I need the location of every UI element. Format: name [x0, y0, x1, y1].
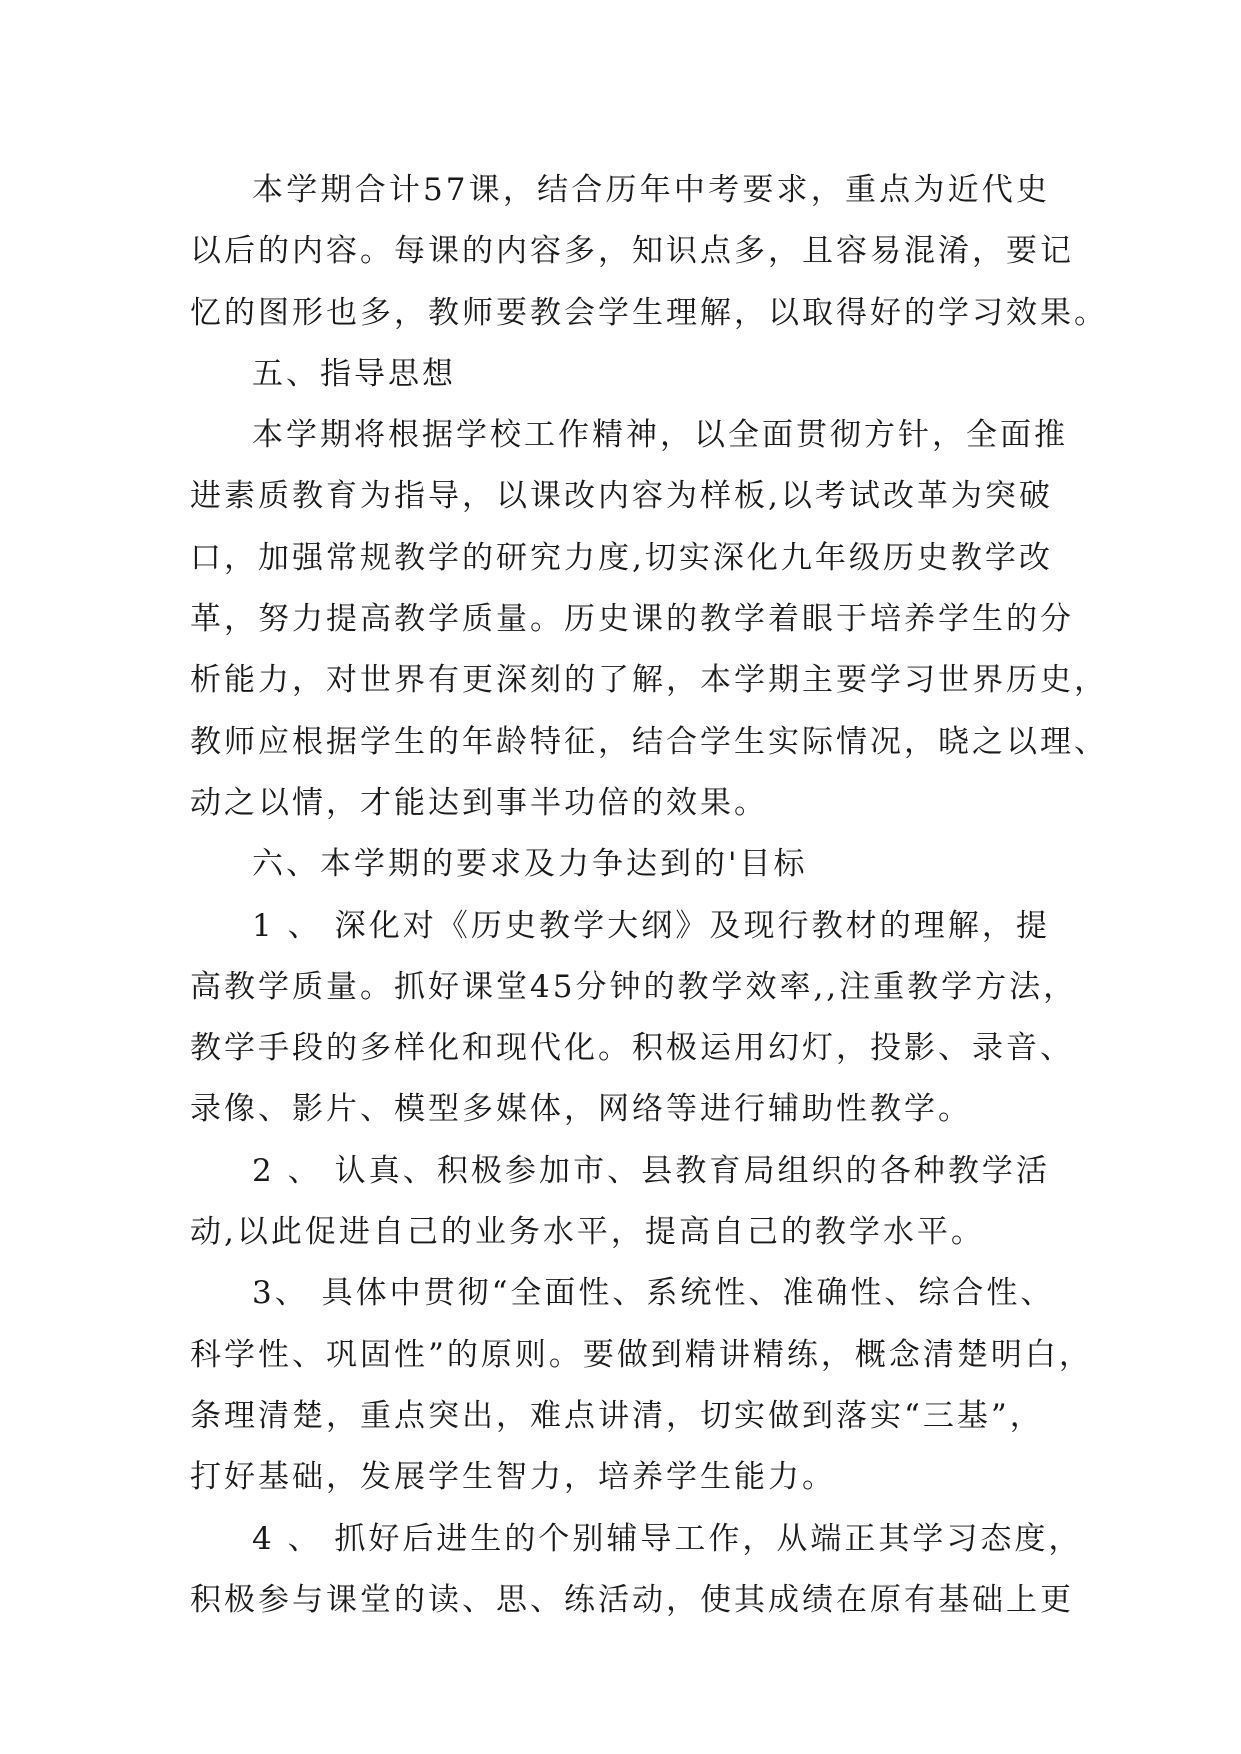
text-line: 革，努力提高教学质量。历史课的教学着眼于培养学生的分	[190, 601, 1074, 638]
text-line: 忆的图形也多，教师要教会学生理解，以取得好的学习效果。	[190, 294, 1108, 331]
text-line: 教学手段的多样化和现代化。积极运用幻灯，投影、录音、	[190, 1030, 1074, 1067]
text-line: 本学期将根据学校工作精神，以全面贯彻方针，全面推	[252, 417, 1068, 454]
text-line: 以后的内容。每课的内容多，知识点多，且容易混淆，要记	[190, 233, 1074, 270]
list-item-text: 4 、 抓好后进生的个别辅导工作，从端正其学习态度，	[252, 1520, 1083, 1557]
text-line: 打好基础，发展学生智力，培养学生能力。	[190, 1459, 836, 1496]
list-item-text: 2 、 认真、积极参加市、县教育局组织的各种教学活	[252, 1152, 1050, 1189]
text-line: 口，加强常规教学的研究力度,切实深化九年级历史教学改	[190, 539, 1053, 576]
text-line: 录像、影片、模型多媒体，网络等进行辅助性教学。	[190, 1091, 972, 1128]
list-item-text: 3、 具体中贯彻“全面性、系统性、准确性、综合性、	[252, 1275, 1055, 1312]
text-line: 本学期合计57课，结合历年中考要求，重点为近代史	[252, 172, 1050, 208]
text-line: 高教学质量。抓好课堂45分钟的教学效率,,注重教学方法，	[190, 968, 1078, 1005]
text-line: 教师应根据学生的年龄特征，结合学生实际情况，晓之以理、	[190, 723, 1108, 760]
text-line: 动之以情，才能达到事半功倍的效果。	[190, 784, 768, 821]
text-line: 条理清楚，重点突出，难点讲清，切实做到落实“三基”，	[190, 1397, 1044, 1434]
text-line: 动,以此促进自己的业务水平，提高自己的教学水平。	[190, 1214, 985, 1251]
list-item-text: 1 、 深化对《历史教学大纲》及现行教材的理解，提	[252, 907, 1050, 944]
document-body	[190, 160, 1108, 1631]
text-line: 进素质教育为指导，以课改内容为样板,以考试改革为突破	[190, 478, 1053, 515]
text-line: 科学性、巩固性”的原则。要做到精讲精练，概念清楚明白，	[190, 1336, 1093, 1373]
text-line: 积极参与课堂的读、思、练活动，使其成绩在原有基础上更	[190, 1581, 1074, 1618]
section-heading: 五、指导思想	[252, 355, 456, 392]
section-heading: 六、本学期的要求及力争达到的'目标	[252, 846, 808, 883]
text-line: 析能力，对世界有更深刻的了解，本学期主要学习世界历史，	[190, 662, 1108, 699]
